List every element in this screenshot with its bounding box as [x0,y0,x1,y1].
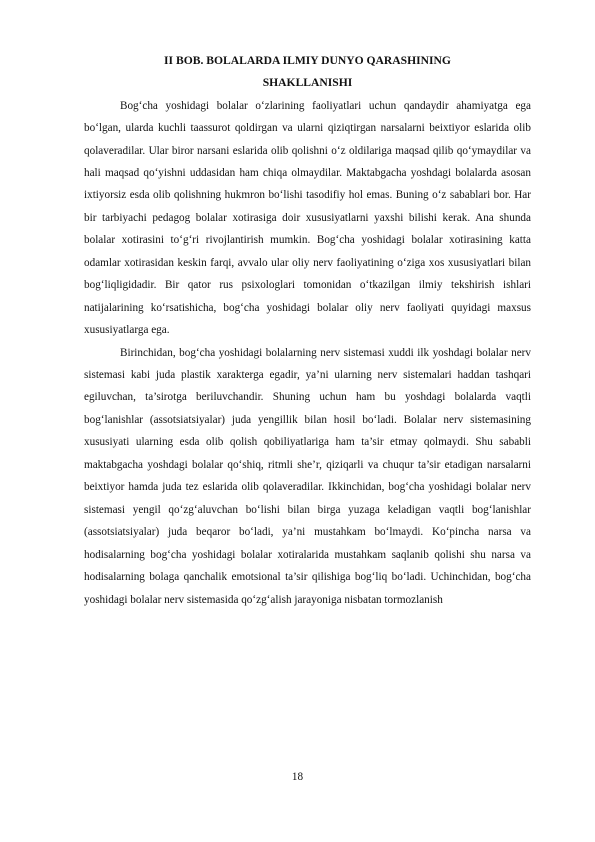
document-page [84,50,531,611]
chapter-title-line-1: II BOB. BOLALARDA ILMIY DUNYO QARASHINING [164,54,451,67]
body-paragraph-1: Bog‘cha yoshidagi bolalar o‘zlarining faoliyatlari uchun qandaydir ahamiyatga ega bo‘lgan, ularda kuchli taassurot qoldirgan va ularni qiziqtirgan narsalarni beixtiyor eslarida olib qolaveradilar. Ular biror narsani eslarida olib qolishni o‘z oldilariga maqsad qilib qo‘ymaydilar va hali maqsad qo‘yishni uddasidan ham chiqa olmaydilar. Maktabgacha yoshdagi bolalarda asosan ixtiyorsiz esda olib qolishning hukmron bo‘lishi tasodifiy hol emas. Buning o‘z sabablari bor. Har bir tarbiyachi pedagog bolalar xotirasiga doir xususiyatlarni yaxshi bilishi kerak. Ana shunda bolalar xotirasini to‘g‘ri rivojlantirish mumkin. Bog‘cha yoshidagi bolalar xotirasining katta odamlar xotirasidan keskin farqi, avvalo ular oliy nerv faoliyatining o‘ziga xos xususiyatlari bilan bog‘liqligidadir. Bir qator rus psixologlari tomonidan o‘tkazilgan ilmiy tekshirish ishlari natijalarining ko‘rsatishicha, bog‘cha yoshidagi bolalar oliy nerv faoliyati quyidagi maxsus xususiyatlarga ega. [84,99,531,337]
chapter-title-line-2: SHAKLLANISHI [262,76,353,90]
page-number: 18 [291,771,304,783]
body-paragraph-2: Birinchidan, bog‘cha yoshidagi bolalarning nerv sistemasi xuddi ilk yoshdagi bolalar nerv sistemasi kabi juda plastik xarakterga egadir, ya’ni ularning nerv sistemalari haddan tashqari egiluvchan, ta’sirotga beriluvchandir. Shuning uchun ham bu yoshdagi bolalarda vaqtli bog‘lanishlar (assotsiatsiyalar) juda yengillik bilan hosil bo‘ladi. Bolalar nerv sistemasining xususiyati ularning esda olib qolish qobiliyatlariga ham ta’sir etmay qolmaydi. Shu sababli maktabgacha yoshdagi bolalar qo‘shiq, ritmli she’r, qiziqarli va chuqur ta’sir etadigan narsalarni beixtiyor hamda juda tez eslarida olib qolaveradilar. Ikkinchidan, bog‘cha yoshidagi bolalar nerv sistemasi yengil qo‘zg‘aluvchan bo‘lishi bilan birga yuzaga keladigan vaqtli bog‘lanishlar (assotsiatsiyalar) juda beqaror bo‘ladi, ya’ni mustahkam bo‘lmaydi. Ko‘pincha narsa va hodisalarning bog‘cha yoshidagi bolalar xotiralarida mustahkam saqlanib qolishi shu narsa va hodisalarning bolaga qanchalik emotsional ta’sir qilishiga bog‘liq bo‘ladi. Uchinchidan, bog‘cha yoshidagi bolalar nerv sistemasida qo‘zg‘alish jarayoniga nisbatan tormozlanish [84,346,531,606]
